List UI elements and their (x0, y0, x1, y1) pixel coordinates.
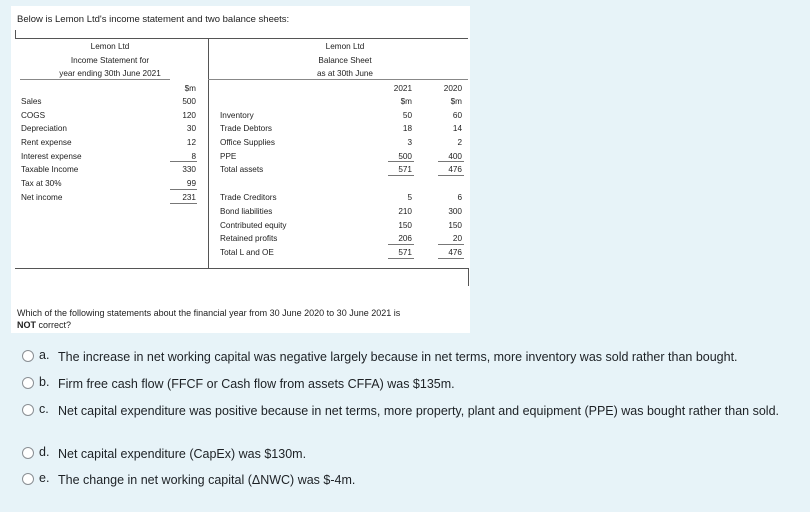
income-unit: $m (184, 84, 196, 93)
income-label: Tax at 30% (21, 179, 62, 188)
asset-value-2021: 18 (402, 124, 412, 133)
income-net-rule (170, 203, 197, 204)
liability-value-2020: 476 (448, 248, 462, 257)
asset-value-2020: 476 (448, 165, 462, 174)
option-text: The change in net working capital (ΔNWC) was $-4m. (58, 473, 356, 487)
liability-value-2021: 150 (398, 221, 412, 230)
liability-label: Trade Creditors (220, 193, 277, 202)
liability-label: Total L and OE (220, 248, 274, 257)
asset-label: Inventory (220, 111, 254, 120)
asset-label: Trade Debtors (220, 124, 273, 133)
option-letter: c. (39, 402, 49, 416)
liability-value-2021: 206 (398, 234, 412, 243)
assets-total-rule-2021 (388, 175, 414, 176)
option-text: The increase in net working capital was negative largely because in net terms, more inventory was sold rather than bought. (58, 350, 738, 364)
income-label: Net income (21, 193, 63, 202)
income-value: 330 (182, 165, 196, 174)
table-divider (208, 38, 209, 268)
table-bottom-border (15, 268, 468, 269)
asset-label: PPE (220, 152, 237, 161)
balance-year-2021: 2021 (393, 84, 412, 93)
radio-icon[interactable] (22, 377, 34, 389)
income-subtotal-rule (170, 161, 197, 162)
income-label: Depreciation (21, 124, 67, 133)
income-label: Interest expense (21, 152, 82, 161)
table-top-border (15, 38, 468, 39)
asset-value-2021: 50 (402, 111, 412, 120)
radio-icon[interactable] (22, 473, 34, 485)
question-emphasis: NOT (17, 320, 36, 330)
balance-header-underline (208, 79, 468, 80)
option-letter: e. (39, 471, 50, 485)
asset-value-2020: 60 (452, 111, 462, 120)
question-text (17, 307, 467, 331)
balance-date: as at 30th June (317, 69, 373, 78)
income-label: Taxable Income (21, 165, 79, 174)
assets-total-rule-2020 (438, 175, 464, 176)
asset-value-2021: 500 (398, 152, 412, 161)
liability-value-2021: 571 (398, 248, 412, 257)
liability-value-2020: 6 (457, 193, 462, 202)
table-corner-mark-right (468, 268, 469, 286)
income-value: 99 (186, 179, 196, 188)
income-value: 30 (186, 124, 196, 133)
assets-rule-2021 (388, 161, 414, 162)
balance-unit-2020: $m (450, 97, 462, 106)
income-label: COGS (21, 111, 46, 120)
asset-value-2020: 400 (448, 152, 462, 161)
income-value: 231 (182, 193, 196, 202)
liability-label: Bond liabilities (220, 207, 273, 216)
liability-label: Retained profits (220, 234, 278, 243)
liability-value-2020: 300 (448, 207, 462, 216)
question-body: Which of the following statements about the financial year from 30 June 2020 to 30 June 2021 is (17, 308, 401, 318)
income-value: 8 (191, 152, 196, 161)
liability-value-2020: 20 (452, 234, 462, 243)
radio-icon[interactable] (22, 447, 34, 459)
asset-value-2020: 14 (452, 124, 462, 133)
assets-rule-2020 (438, 161, 464, 162)
option-text: Firm free cash flow (FFCF or Cash flow from assets CFFA) was $135m. (58, 377, 455, 391)
liability-value-2021: 210 (398, 207, 412, 216)
option-letter: a. (39, 348, 50, 362)
radio-icon[interactable] (22, 404, 34, 416)
liabilities-rule-2021 (388, 244, 414, 245)
income-total-rule (170, 189, 197, 190)
income-period: year ending 30th June 2021 (59, 69, 161, 78)
asset-label: Office Supplies (220, 138, 275, 147)
balance-year-2020: 2020 (443, 84, 462, 93)
intro-text: Below is Lemon Ltd's income statement and two balance sheets: (17, 14, 290, 25)
balance-unit-2021: $m (400, 97, 412, 106)
option-letter: b. (39, 375, 50, 389)
income-subtitle: Income Statement for (70, 56, 150, 65)
liability-value-2020: 150 (448, 221, 462, 230)
liability-label: Contributed equity (220, 221, 287, 230)
income-value: 500 (182, 97, 196, 106)
liabilities-total-rule-2021 (388, 258, 414, 259)
option-text: Net capital expenditure (CapEx) was $130m. (58, 447, 307, 461)
liabilities-rule-2020 (438, 244, 464, 245)
balance-title: Lemon Ltd (325, 42, 365, 51)
asset-value-2021: 3 (407, 138, 412, 147)
balance-subtitle: Balance Sheet (318, 56, 372, 65)
income-label: Rent expense (21, 138, 72, 147)
income-title: Lemon Ltd (90, 42, 130, 51)
radio-icon[interactable] (22, 350, 34, 362)
option-text: Net capital expenditure was positive because in net terms, more property, plant and equipment (PPE) was bought rather than sold. (58, 404, 779, 418)
income-value: 120 (182, 111, 196, 120)
asset-label: Total assets (220, 165, 264, 174)
liability-value-2021: 5 (407, 193, 412, 202)
table-corner-mark (15, 30, 16, 39)
liabilities-total-rule-2020 (438, 258, 464, 259)
option-letter: d. (39, 445, 50, 459)
asset-value-2020: 2 (457, 138, 462, 147)
income-header-underline (20, 79, 170, 80)
income-label: Sales (21, 97, 42, 106)
asset-value-2021: 571 (398, 165, 412, 174)
question-suffix: correct? (38, 320, 72, 330)
income-value: 12 (186, 138, 196, 147)
